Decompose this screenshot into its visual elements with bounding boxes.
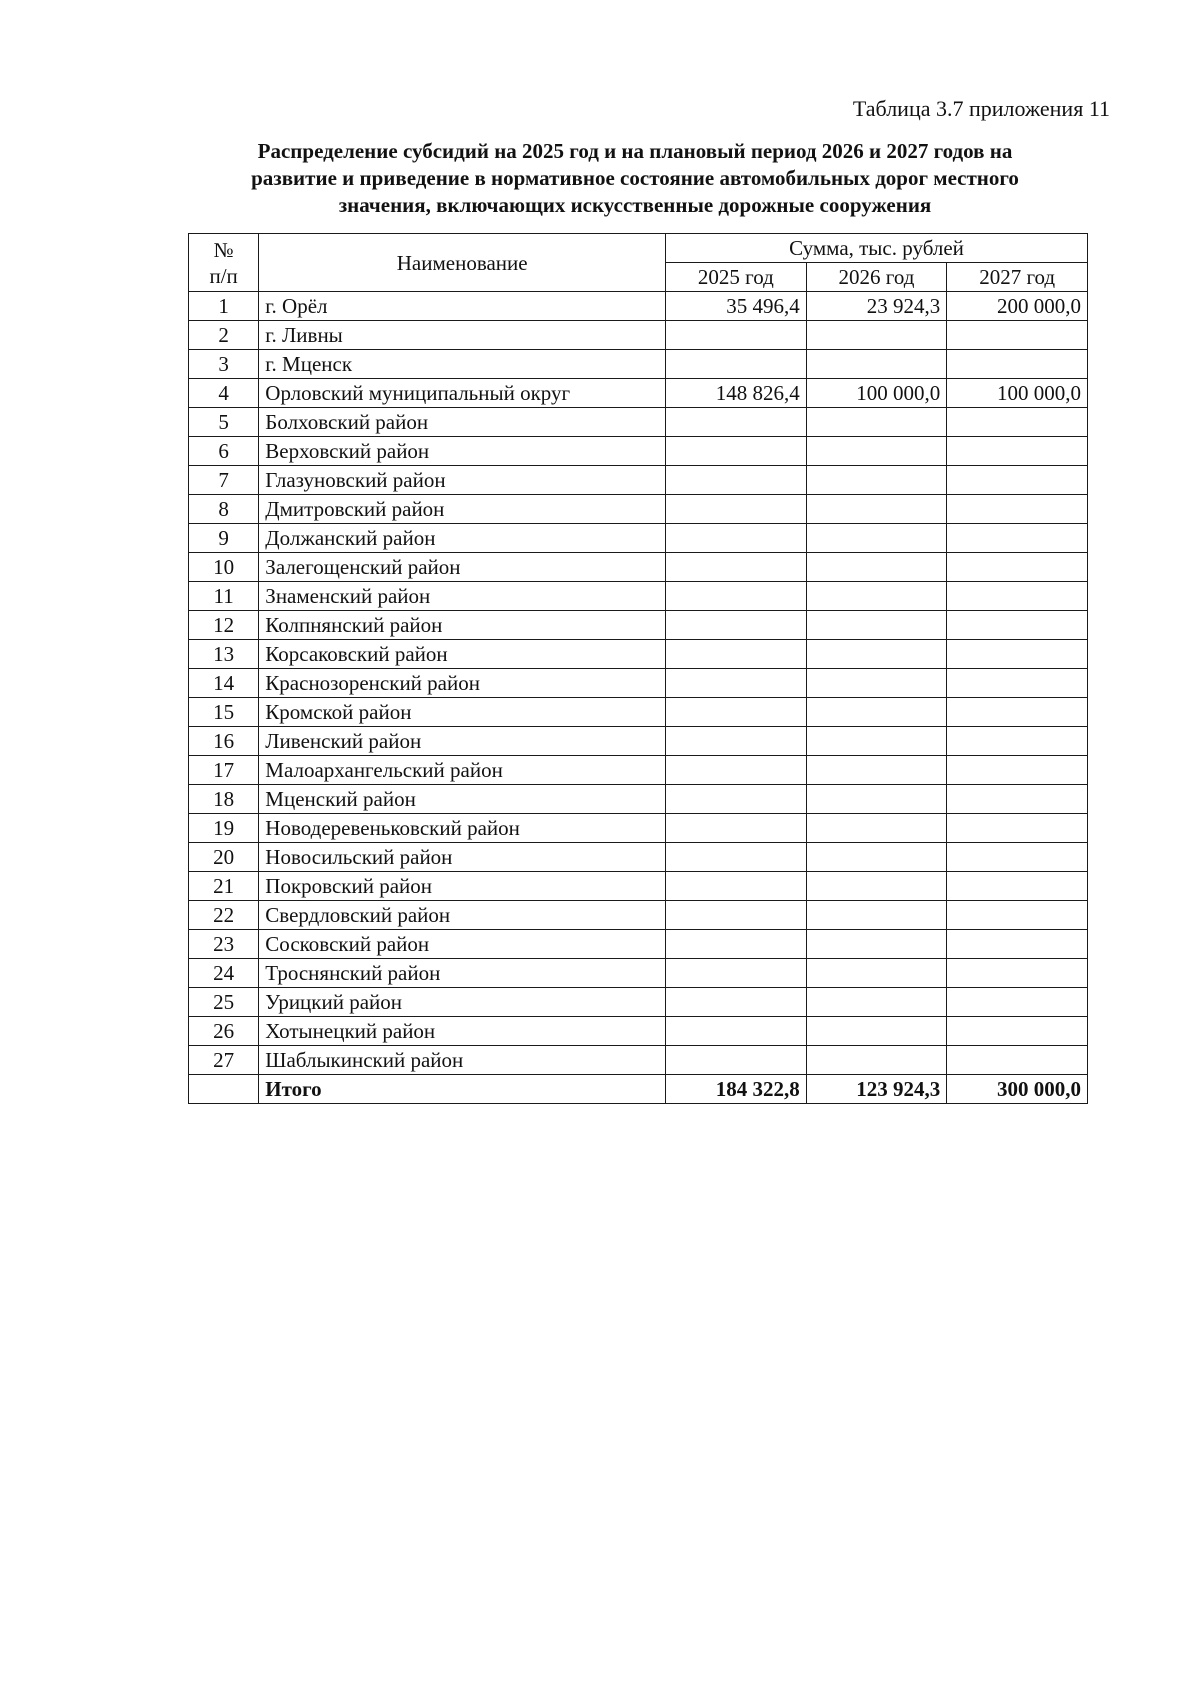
- value-2025: [666, 959, 807, 988]
- row-number: 23: [189, 930, 259, 959]
- value-2025: [666, 814, 807, 843]
- value-2027: [947, 843, 1088, 872]
- table-row: [189, 669, 1088, 698]
- title-line: Распределение субсидий на 2025 год и на плановый период 2026 и 2027 годов на: [257, 139, 1013, 163]
- table-row: [189, 727, 1088, 756]
- value-2027: [947, 1017, 1088, 1046]
- table-row: [189, 495, 1088, 524]
- table-row: [189, 524, 1088, 553]
- value-2027: [947, 785, 1088, 814]
- row-number: 24: [189, 959, 259, 988]
- total-number: [189, 1075, 259, 1104]
- row-name: Новосильский район: [259, 843, 666, 872]
- value-2025: [666, 872, 807, 901]
- row-number: 1: [189, 292, 259, 321]
- value-2027: [947, 466, 1088, 495]
- row-number: 15: [189, 698, 259, 727]
- row-name: г. Орёл: [259, 292, 666, 321]
- row-name: г. Мценск: [259, 350, 666, 379]
- row-number: 14: [189, 669, 259, 698]
- table-row: [189, 698, 1088, 727]
- value-2027: [947, 959, 1088, 988]
- value-2026: [806, 350, 947, 379]
- table-row: [189, 582, 1088, 611]
- table-row: [189, 930, 1088, 959]
- row-name: Мценский район: [259, 785, 666, 814]
- value-2027: [947, 872, 1088, 901]
- value-2027: [947, 1046, 1088, 1075]
- value-2026: [806, 988, 947, 1017]
- header-row: [189, 234, 1088, 263]
- value-2025: [666, 495, 807, 524]
- column-header-2027: 2027 год: [947, 263, 1088, 292]
- table-row: [189, 466, 1088, 495]
- row-name: Ливенский район: [259, 727, 666, 756]
- value-2027: [947, 901, 1088, 930]
- value-2027: [947, 524, 1088, 553]
- column-header-2025: 2025 год: [666, 263, 807, 292]
- row-number: 6: [189, 437, 259, 466]
- row-name: Краснозоренский район: [259, 669, 666, 698]
- row-name: Болховский район: [259, 408, 666, 437]
- title-line: развитие и приведение в нормативное состояние автомобильных дорог местного: [251, 166, 1019, 190]
- row-number: 12: [189, 611, 259, 640]
- row-number: 11: [189, 582, 259, 611]
- value-2026: [806, 524, 947, 553]
- value-2026: [806, 582, 947, 611]
- number-abbrev: п/п: [209, 263, 238, 288]
- value-2027: [947, 640, 1088, 669]
- value-2027: [947, 669, 1088, 698]
- row-name: Верховский район: [259, 437, 666, 466]
- table-header: [189, 234, 1088, 292]
- table-row: [189, 379, 1088, 408]
- value-2027: [947, 437, 1088, 466]
- title-line: значения, включающих искусственные дорожные сооружения: [338, 193, 932, 217]
- table-row: [189, 321, 1088, 350]
- value-2026: [806, 640, 947, 669]
- row-number: 2: [189, 321, 259, 350]
- row-number: 20: [189, 843, 259, 872]
- row-number: 18: [189, 785, 259, 814]
- row-name: Корсаковский район: [259, 640, 666, 669]
- table-row: [189, 756, 1088, 785]
- table-body: [189, 292, 1088, 1104]
- table-row: [189, 959, 1088, 988]
- value-2026: 100 000,0: [806, 379, 947, 408]
- value-2025: [666, 437, 807, 466]
- row-number: 5: [189, 408, 259, 437]
- value-2026: [806, 611, 947, 640]
- row-number: 16: [189, 727, 259, 756]
- value-2027: [947, 350, 1088, 379]
- value-2025: 35 496,4: [666, 292, 807, 321]
- table-row: [189, 292, 1088, 321]
- number-sign: №: [213, 237, 234, 262]
- row-name: Глазуновский район: [259, 466, 666, 495]
- row-number: 26: [189, 1017, 259, 1046]
- value-2026: [806, 495, 947, 524]
- value-2027: [947, 611, 1088, 640]
- row-number: 17: [189, 756, 259, 785]
- value-2025: [666, 988, 807, 1017]
- value-2025: [666, 408, 807, 437]
- value-2025: [666, 640, 807, 669]
- table-row: [189, 437, 1088, 466]
- table-row: [189, 350, 1088, 379]
- table-row: [189, 611, 1088, 640]
- total-row: [189, 1075, 1088, 1104]
- row-number: 22: [189, 901, 259, 930]
- value-2027: [947, 756, 1088, 785]
- value-2025: [666, 785, 807, 814]
- row-name: г. Ливны: [259, 321, 666, 350]
- value-2025: [666, 843, 807, 872]
- value-2026: [806, 727, 947, 756]
- value-2025: [666, 1017, 807, 1046]
- table-reference: Таблица 3.7 приложения 11: [852, 96, 1110, 121]
- table-row: [189, 785, 1088, 814]
- value-2025: [666, 698, 807, 727]
- row-name: Орловский муниципальный округ: [259, 379, 666, 408]
- value-2025: [666, 727, 807, 756]
- value-2025: [666, 611, 807, 640]
- table-row: [189, 553, 1088, 582]
- value-2027: [947, 698, 1088, 727]
- row-name: Сосковский район: [259, 930, 666, 959]
- row-name: Шаблыкинский район: [259, 1046, 666, 1075]
- row-name: Троснянский район: [259, 959, 666, 988]
- value-2025: [666, 669, 807, 698]
- value-2026: [806, 756, 947, 785]
- column-header-name: Наименование: [259, 234, 666, 292]
- value-2027: 100 000,0: [947, 379, 1088, 408]
- value-2026: [806, 437, 947, 466]
- row-name: Дмитровский район: [259, 495, 666, 524]
- value-2026: [806, 321, 947, 350]
- row-name: Знаменский район: [259, 582, 666, 611]
- value-2026: [806, 669, 947, 698]
- table-row: [189, 901, 1088, 930]
- row-name: Колпнянский район: [259, 611, 666, 640]
- value-2026: [806, 959, 947, 988]
- column-header-number: [189, 234, 259, 292]
- value-2026: [806, 872, 947, 901]
- value-2026: [806, 814, 947, 843]
- value-2027: [947, 988, 1088, 1017]
- value-2027: [947, 582, 1088, 611]
- row-number: 9: [189, 524, 259, 553]
- row-name: Новодеревеньковский район: [259, 814, 666, 843]
- total-label: Итого: [259, 1075, 666, 1104]
- row-number: 25: [189, 988, 259, 1017]
- table-row: [189, 988, 1088, 1017]
- row-number: 21: [189, 872, 259, 901]
- table-row: [189, 843, 1088, 872]
- value-2025: [666, 1046, 807, 1075]
- value-2026: [806, 901, 947, 930]
- row-name: Кромской район: [259, 698, 666, 727]
- row-number: 4: [189, 379, 259, 408]
- row-number: 19: [189, 814, 259, 843]
- table-row: [189, 872, 1088, 901]
- row-name: Свердловский район: [259, 901, 666, 930]
- subsidy-distribution-table: [188, 233, 1088, 1104]
- value-2025: [666, 350, 807, 379]
- row-name: Малоархангельский район: [259, 756, 666, 785]
- value-2025: [666, 756, 807, 785]
- value-2026: 23 924,3: [806, 292, 947, 321]
- table-row: [189, 640, 1088, 669]
- value-2026: [806, 408, 947, 437]
- row-name: Хотынецкий район: [259, 1017, 666, 1046]
- value-2026: [806, 1017, 947, 1046]
- value-2025: [666, 466, 807, 495]
- row-name: Залегощенский район: [259, 553, 666, 582]
- row-name: Урицкий район: [259, 988, 666, 1017]
- row-number: 27: [189, 1046, 259, 1075]
- value-2026: [806, 466, 947, 495]
- column-header-2026: 2026 год: [806, 263, 947, 292]
- row-name: Должанский район: [259, 524, 666, 553]
- value-2027: [947, 553, 1088, 582]
- value-2026: [806, 843, 947, 872]
- value-2025: [666, 553, 807, 582]
- row-number: 13: [189, 640, 259, 669]
- value-2027: [947, 321, 1088, 350]
- value-2026: [806, 1046, 947, 1075]
- value-2025: [666, 930, 807, 959]
- total-2025: 184 322,8: [666, 1075, 807, 1104]
- column-header-sum: Сумма, тыс. рублей: [666, 234, 1088, 263]
- value-2026: [806, 698, 947, 727]
- value-2025: 148 826,4: [666, 379, 807, 408]
- document-title: [185, 138, 1085, 219]
- value-2025: [666, 524, 807, 553]
- value-2027: [947, 930, 1088, 959]
- table-row: [189, 1017, 1088, 1046]
- total-2026: 123 924,3: [806, 1075, 947, 1104]
- row-number: 7: [189, 466, 259, 495]
- row-number: 10: [189, 553, 259, 582]
- table-row: [189, 408, 1088, 437]
- value-2025: [666, 901, 807, 930]
- value-2027: [947, 727, 1088, 756]
- value-2026: [806, 785, 947, 814]
- value-2026: [806, 553, 947, 582]
- table-row: [189, 1046, 1088, 1075]
- value-2025: [666, 321, 807, 350]
- row-number: 3: [189, 350, 259, 379]
- value-2027: [947, 814, 1088, 843]
- value-2026: [806, 930, 947, 959]
- total-2027: 300 000,0: [947, 1075, 1088, 1104]
- row-name: Покровский район: [259, 872, 666, 901]
- value-2027: [947, 408, 1088, 437]
- table-row: [189, 814, 1088, 843]
- value-2027: [947, 495, 1088, 524]
- value-2025: [666, 582, 807, 611]
- row-number: 8: [189, 495, 259, 524]
- value-2027: 200 000,0: [947, 292, 1088, 321]
